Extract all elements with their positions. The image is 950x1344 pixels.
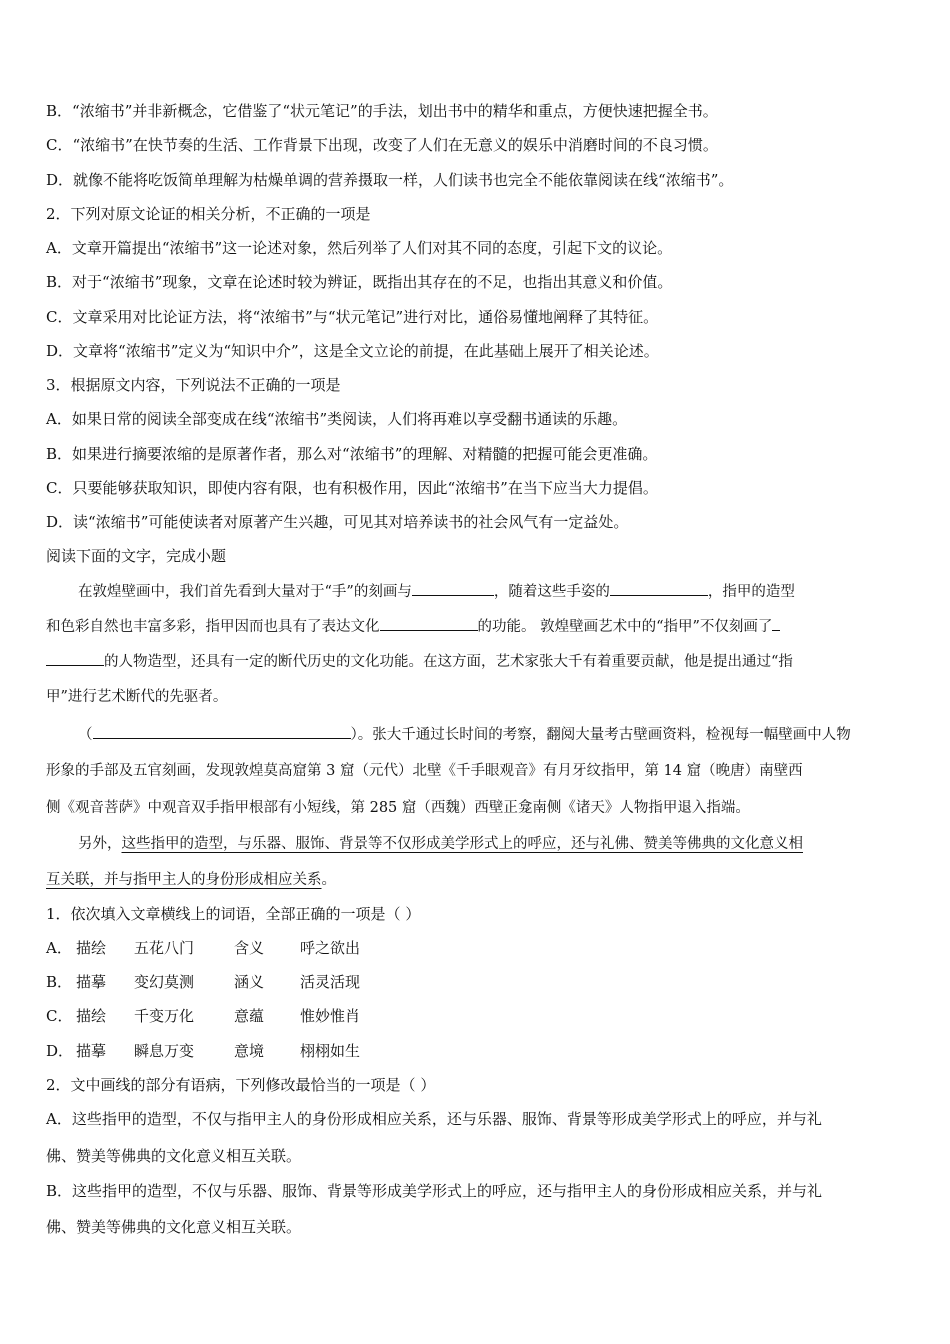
para3-line2 — [46, 869, 906, 891]
para2-line3: 侧《观音菩萨》中观音双手指甲根部有小短线，第 285 窟（西魏）西壁正龛南侧《诸天》人物指甲退入指端。 — [46, 800, 750, 816]
option-word: 涵义 — [234, 973, 265, 991]
q2-option-b: B．对于“浓缩书”现象，文章在论述时较为辨证，既指出其存在的不足，也指出其意义和价值。 — [46, 273, 673, 291]
q3-option-c: C．只要能够获取知识，即使内容有限，也有积极作用，因此“浓缩书”在当下应当大力提倡。 — [46, 479, 658, 497]
option-word: 描绘 — [76, 939, 107, 957]
option-label: D． — [46, 1042, 74, 1060]
option-label: B． — [46, 973, 73, 991]
option-word: 描绘 — [76, 1007, 107, 1025]
option-label: A． — [46, 939, 72, 957]
part2-q1-option-d — [46, 1040, 906, 1062]
para3-line1 — [78, 833, 906, 855]
underlined-sentence: 互关联，并与指甲主人的身份形成相应关系 — [46, 872, 322, 888]
part2-q1-option-a — [46, 937, 906, 959]
reading-intro: 阅读下面的文字，完成小题 — [46, 547, 227, 565]
q1-option-b: B．“浓缩书”并非新概念，它借鉴了“状元笔记”的手法，划出书中的精华和重点，方便快速把握全书。 — [46, 102, 718, 120]
option-word: 活灵活现 — [300, 973, 361, 991]
q3-option-b: B．如果进行摘要浓缩的是原著作者，那么对“浓缩书”的理解、对精髓的把握可能会更准确。 — [46, 445, 658, 463]
q2-option-a: A．文章开篇提出“浓缩书”这一论述对象，然后列举了人们对其不同的态度，引起下文的议论。 — [46, 239, 673, 257]
fill-blank-1 — [412, 580, 494, 596]
para2-line1 — [78, 723, 906, 746]
para3-text: 。 — [321, 872, 336, 888]
option-word: 意境 — [234, 1042, 265, 1060]
para1-text: ，指甲的造型 — [707, 584, 795, 600]
para1-line3 — [46, 650, 906, 673]
para1-text: 和色彩自然也丰富多彩，指甲因而也具有了表达文化 — [46, 619, 380, 635]
part2-q2-stem: 2．文中画线的部分有语病，下列修改最恰当的一项是（ ） — [46, 1076, 436, 1094]
para3-text: 另外， — [78, 836, 122, 852]
q2-option-c: C．文章采用对比论证方法，将“浓缩书”与“状元笔记”进行对比，通俗易懂地阐释了其特征。 — [46, 308, 659, 326]
option-word: 描摹 — [76, 973, 107, 991]
part2-q2-option-b-line2: 佛、赞美等佛典的文化意义相互关联。 — [46, 1218, 302, 1236]
option-word: 千变万化 — [134, 1007, 195, 1025]
option-word: 五花八门 — [134, 939, 195, 957]
option-word: 呼之欲出 — [300, 939, 361, 957]
q3-option-a: A．如果日常的阅读全部变成在线“浓缩书”类阅读，人们将再难以享受翻书通读的乐趣。 — [46, 410, 628, 428]
q3-option-d: D．读“浓缩书”可能使读者对原著产生兴趣，可见其对培养读书的社会风气有一定益处。 — [46, 513, 629, 531]
q1-option-d: D．就像不能将吃饭简单理解为枯燥单调的营养摄取一样，人们读书也完全不能依靠阅读在线“浓缩书”。 — [46, 171, 734, 189]
para1-line2 — [46, 615, 906, 638]
fill-blank-3 — [380, 615, 478, 631]
fill-blank-2 — [610, 580, 708, 596]
fill-blank-4 — [46, 650, 104, 666]
para1-text: 的功能。 敦煌壁画艺术中的“指甲”不仅刻画了 — [477, 619, 773, 635]
part2-q2-option-a-line2: 佛、赞美等佛典的文化意义相互关联。 — [46, 1147, 302, 1165]
fill-blank-4-start — [772, 615, 780, 631]
option-word: 意蕴 — [234, 1007, 265, 1025]
para2-text: （ — [78, 727, 93, 743]
para1-line4: 甲”进行艺术断代的先驱者。 — [46, 689, 228, 705]
part2-q1-option-c — [46, 1005, 906, 1027]
para2-text: ）。张大千通过长时间的考察，翻阅大量考古壁画资料，检视每一幅壁画中人物 — [350, 727, 851, 743]
part2-q2-option-a-line1: A．这些指甲的造型，不仅与指甲主人的身份形成相应关系，还与乐器、服饰、背景等形成美学形式上的呼应，并与礼 — [46, 1110, 822, 1128]
option-word: 惟妙惟肖 — [300, 1007, 361, 1025]
para1-text: ，随着这些手姿的 — [493, 584, 610, 600]
option-word: 栩栩如生 — [300, 1042, 361, 1060]
underlined-sentence: 这些指甲的造型，与乐器、服饰、背景等不仅形成美学形式上的呼应，还与礼佛、赞美等佛典的文化意义相 — [121, 836, 803, 852]
part2-q1-option-b — [46, 971, 906, 993]
option-label: C． — [46, 1007, 73, 1025]
option-word: 描摹 — [76, 1042, 107, 1060]
para1-text: 的人物造型，还具有一定的断代历史的文化功能。在这方面，艺术家张大千有着重要贡献，他是提出通过“指 — [104, 654, 793, 670]
option-word: 瞬息万变 — [134, 1042, 195, 1060]
para2-line2: 形象的手部及五官刻画，发现敦煌莫高窟第 3 窟（元代）北壁《千手眼观音》有月牙纹指甲，第 14 窟（晚唐）南壁西 — [46, 763, 803, 779]
option-word: 含义 — [234, 939, 265, 957]
part2-q2-option-b-line1: B．这些指甲的造型，不仅与乐器、服饰、背景等形成美学形式上的呼应，还与指甲主人的身份形成相应关系，并与礼 — [46, 1182, 823, 1200]
q3-stem: 3．根据原文内容，下列说法不正确的一项是 — [46, 376, 341, 394]
q2-stem: 2．下列对原文论证的相关分析，不正确的一项是 — [46, 205, 371, 223]
q1-option-c: C．“浓缩书”在快节奏的生活、工作背景下出现，改变了人们在无意义的娱乐中消磨时间的不良习惯。 — [46, 136, 718, 154]
part2-q1-stem: 1．依次填入文章横线上的词语，全部正确的一项是（ ） — [46, 905, 421, 923]
sentence-blank — [93, 723, 351, 739]
q2-option-d: D．文章将“浓缩书”定义为“知识中介”，这是全文立论的前提，在此基础上展开了相关论述。 — [46, 342, 659, 360]
para1-line1 — [78, 580, 906, 603]
para1-text: 在敦煌壁画中，我们首先看到大量对于“手”的刻画与 — [78, 584, 412, 600]
option-word: 变幻莫测 — [134, 973, 195, 991]
